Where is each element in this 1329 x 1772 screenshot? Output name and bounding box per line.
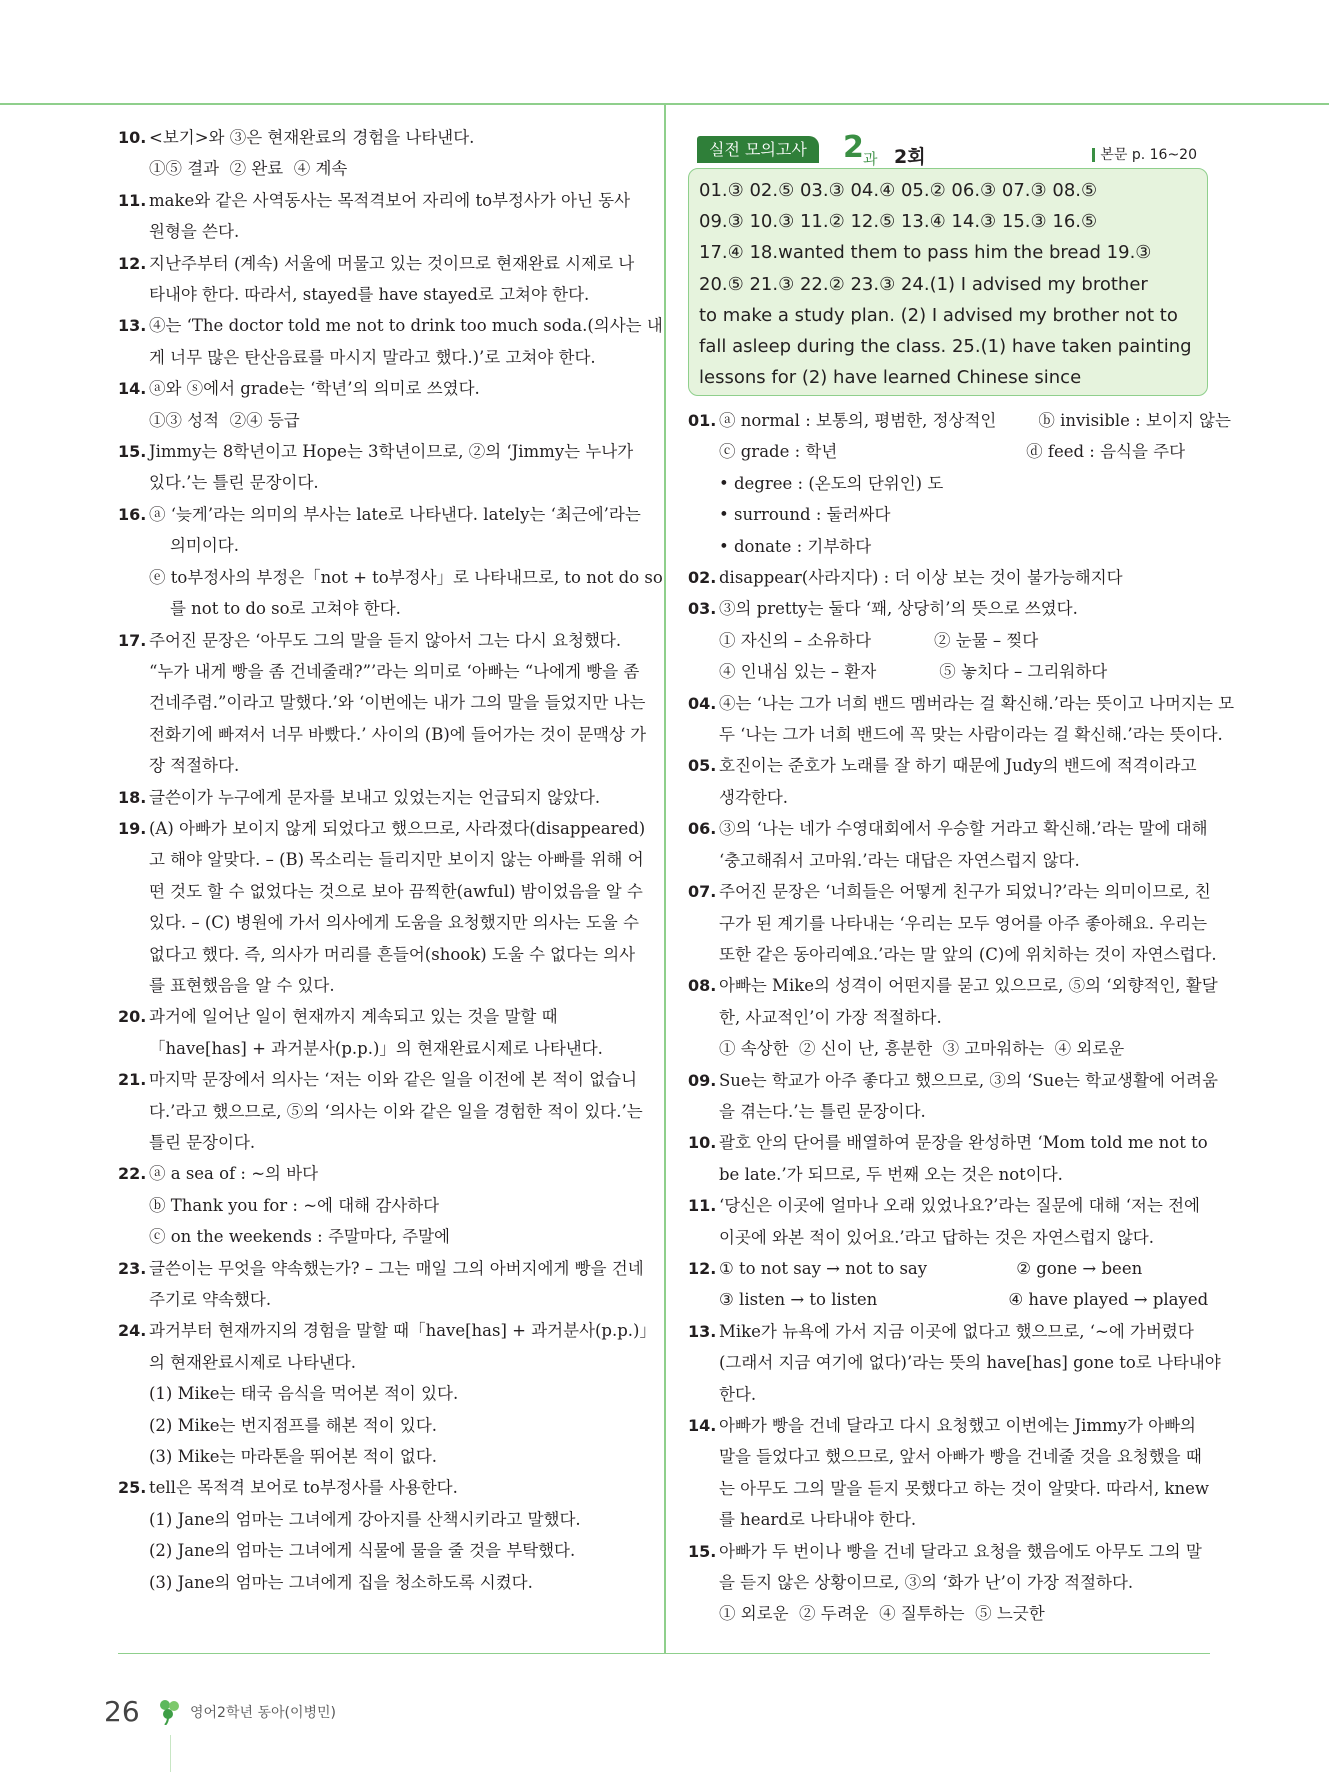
explanation-line: 마지막 문장에서 의사는 ‘저는 이와 같은 일을 이전에 본 적이 없습니 xyxy=(149,1070,638,1090)
question-number: 17. xyxy=(118,630,147,650)
explanation-line: (2) Mike는 번지점프를 해본 적이 있다. xyxy=(149,1415,438,1435)
explanation-line: ③의 pretty는 둘다 ‘꽤, 상당히’의 뜻으로 쓰였다. xyxy=(719,599,1078,619)
explanation-line: 이곳에 와본 적이 있어요.’라고 답하는 것은 자연스럽지 않다. xyxy=(719,1227,1154,1247)
question-number: 06. xyxy=(688,819,717,839)
explanation-line: make와 같은 사역동사는 목적격보어 자리에 to부정사가 아닌 동사 xyxy=(149,190,631,210)
question-item xyxy=(118,1001,638,1064)
question-number: 22. xyxy=(118,1164,147,1184)
explanation-line: 고 해야 알맞다. – (B) 목소리는 들리지만 보이지 않는 아빠를 위해 어 xyxy=(149,850,644,870)
question-item xyxy=(688,1410,1212,1536)
explanation-line: 는 아무도 그의 말을 듣지 못했다고 하는 것이 알맞다. 따라서, knew xyxy=(719,1478,1209,1498)
question-item xyxy=(118,782,638,813)
clover-icon xyxy=(156,1697,182,1725)
answer-line: 17.④ 18.wanted them to pass him the bread 19.③ xyxy=(699,242,1152,264)
question-item xyxy=(688,1316,1221,1410)
exam-header xyxy=(697,130,1205,168)
explanation-line: 주어진 문장은 ‘너희들은 어떻게 친구가 되었니?’라는 의미이므로, 친 xyxy=(719,882,1211,902)
question-item xyxy=(118,1064,643,1158)
explanation-line: 를 heard로 나타내야 한다. xyxy=(719,1510,917,1530)
answer-key-box xyxy=(688,168,1208,396)
explanation-line: ⓐ normal : 보통의, 평범한, 정상적인 ⓑ invisible : 보이지 않는 xyxy=(719,411,1231,430)
explanation-line: 다.’라고 했으므로, ⑤의 ‘의사는 이와 같은 일을 경험한 적이 있다.’는 xyxy=(149,1101,643,1121)
round-label: 2회 xyxy=(894,146,926,168)
lesson-suffix: 과 xyxy=(863,150,878,168)
explanation-line: 또한 같은 동아리예요.’라는 말 앞의 (C)에 위치하는 것이 자연스럽다. xyxy=(719,944,1217,964)
question-number: 24. xyxy=(118,1321,147,1341)
explanation-line: ⓔ to부정사의 부정은「not + to부정사」로 나타내므로, to not do so xyxy=(149,567,663,587)
explanation-line: 떤 것도 할 수 없었다는 것으로 보아 끔찍한(awful) 밤이었음을 알 수 xyxy=(149,881,643,901)
explanation-line: ① 외로운 ② 두려운 ④ 질투하는 ⑤ 느긋한 xyxy=(719,1604,1045,1624)
question-number: 20. xyxy=(118,1007,147,1027)
question-item xyxy=(118,813,646,1001)
explanation-line: 한, 사교적인’이 가장 적절하다. xyxy=(719,1007,942,1027)
question-item xyxy=(688,593,1212,687)
explanation-line: 두 ‘나는 그가 너희 밴드에 꼭 맞는 사람이라는 걸 확신해.’라는 뜻이다. xyxy=(719,725,1223,745)
question-number: 14. xyxy=(688,1416,717,1435)
explanation-line: 있다. – (C) 병원에 가서 의사에게 도움을 요청했지만 의사는 도울 수 xyxy=(149,913,639,933)
explanation-line: 말을 들었다고 했으므로, 앞서 아빠가 빵을 건네줄 것을 요청했을 때 xyxy=(719,1447,1202,1467)
question-item xyxy=(118,436,638,499)
right-column xyxy=(688,405,1235,1630)
explanation-line: ④는 ‘The doctor told me not to drink too much soda.(의사는 내 xyxy=(149,316,663,336)
question-item xyxy=(688,813,1212,876)
grade-number: 2 xyxy=(843,130,864,165)
question-number: 15. xyxy=(688,1541,717,1561)
explanation-line: disappear(사라지다) : 더 이상 보는 것이 불가능해지다 xyxy=(719,568,1123,588)
question-item xyxy=(688,970,1218,1064)
explanation-line: ①⑤ 결과 ② 완료 ④ 계속 xyxy=(149,159,348,179)
explanation-line: ‘충고해줘서 고마워.’라는 대답은 자연스럽지 않다. xyxy=(719,850,1080,870)
explanation-line: 주어진 문장은 ‘아무도 그의 말을 듣지 않아서 그는 다시 요청했다. xyxy=(149,630,622,650)
book-title: 영어2학년 동아(이병민) xyxy=(190,1705,336,1721)
page-number: 26 xyxy=(104,1695,140,1728)
question-item xyxy=(688,1065,1218,1128)
question-number: 04. xyxy=(688,693,717,713)
question-number: 07. xyxy=(688,882,717,902)
explanation-line: (1) Mike는 태국 음식을 먹어본 적이 있다. xyxy=(149,1384,459,1404)
answer-line: to make a study plan. (2) I advised my brother not to xyxy=(699,304,1178,326)
left-column xyxy=(118,122,663,1598)
question-number: 02. xyxy=(688,568,717,588)
question-number: 21. xyxy=(118,1070,147,1090)
question-item xyxy=(118,1315,656,1472)
explanation-line: • donate : 기부하다 xyxy=(719,536,872,556)
explanation-line: (A) 아빠가 보이지 않게 되었다고 했으므로, 사라졌다(disappeared) xyxy=(149,818,646,838)
explanation-line: 아빠는 Mike의 성격이 어떤지를 묻고 있으므로, ⑤의 ‘외향적인, 활달 xyxy=(719,976,1218,996)
explanation-line: ⓐ a sea of : ~의 바다 xyxy=(149,1164,319,1184)
question-item xyxy=(688,688,1235,751)
explanation-line: ⓒ grade : 학년 ⓓ feed : 음식을 주다 xyxy=(719,442,1186,462)
explanation-line: 호진이는 준호가 노래를 잘 하기 때문에 Judy의 밴드에 적격이라고 xyxy=(719,756,1197,776)
question-number: 08. xyxy=(688,976,717,996)
explanation-line: ⓐ ‘늦게’라는 의미의 부사는 late로 나타낸다. lately는 ‘최근에’라는 xyxy=(149,504,641,524)
question-number: 13. xyxy=(118,316,147,336)
explanation-line: Mike가 뉴욕에 가서 지금 이곳에 없다고 했으므로, ‘~에 가버렸다 xyxy=(719,1321,1194,1341)
explanation-line: (3) Jane의 엄마는 그녀에게 집을 청소하도록 시켰다. xyxy=(149,1572,533,1592)
explanation-line: 의 현재완료시제로 나타낸다. xyxy=(149,1352,357,1372)
explanation-line: 한다. xyxy=(719,1384,757,1404)
question-number: 16. xyxy=(118,504,147,524)
question-item xyxy=(118,625,647,782)
answer-line: 01.③ 02.⑤ 03.③ 04.④ 05.② 06.③ 07.③ 08.⑤ xyxy=(699,180,1098,201)
explanation-line: 과거에 일어난 일이 현재까지 계속되고 있는 것을 말할 때 xyxy=(149,1007,558,1027)
answer-line: 20.⑤ 21.③ 22.② 23.③ 24.(1) I advised my brother xyxy=(699,273,1148,295)
explanation-line: ⓑ Thank you for : ~에 대해 감사하다 xyxy=(149,1195,440,1215)
explanation-line: <보기>와 ③은 현재완료의 경험을 나타낸다. xyxy=(149,128,475,147)
explanation-line: 틀린 문장이다. xyxy=(149,1133,256,1152)
explanation-line: “누가 내게 빵을 좀 건네줄래?”’라는 의미로 ‘아빠는 “나에게 빵을 좀 xyxy=(149,661,640,681)
explanation-line: 아빠가 빵을 건네 달라고 다시 요청했고 이번에는 Jimmy가 아빠의 xyxy=(719,1416,1196,1435)
question-number: 09. xyxy=(688,1070,717,1090)
explanation-line: 있다.’는 틀린 문장이다. xyxy=(149,473,319,493)
question-number: 11. xyxy=(118,190,147,210)
explanation-line: 생각한다. xyxy=(719,787,789,807)
explanation-line: 건네주렴.”이라고 말했다.’와 ‘이번에는 내가 그의 말을 들었지만 나는 xyxy=(149,693,646,713)
explanation-line: 의미이다. xyxy=(149,536,239,556)
column-divider xyxy=(664,104,666,1654)
question-number: 23. xyxy=(118,1258,147,1278)
question-number: 18. xyxy=(118,787,147,807)
explanation-line: 괄호 안의 단어를 배열하여 문장을 완성하면 ‘Mom told me not to xyxy=(719,1133,1208,1153)
explanation-line: ③의 ‘나는 네가 수영대회에서 우승할 거라고 확신해.’라는 말에 대해 xyxy=(719,819,1208,839)
question-item xyxy=(688,1127,1212,1190)
question-number: 11. xyxy=(688,1196,717,1216)
explanation-line: • surround : 둘러싸다 xyxy=(719,505,891,525)
page-reference: 본문 p. 16~20 xyxy=(1092,148,1197,162)
question-item xyxy=(118,1253,644,1316)
question-item xyxy=(688,1536,1212,1630)
question-item xyxy=(118,1472,638,1598)
exam-tag: 실전 모의고사 xyxy=(697,136,819,163)
question-number: 05. xyxy=(688,756,717,776)
question-number: 14. xyxy=(118,379,147,399)
explanation-line: 을 듣지 않은 상황이므로, ③의 ‘화가 난’이 가장 적절하다. xyxy=(719,1573,1134,1593)
explanation-line: • degree : (온도의 단위인) 도 xyxy=(719,473,944,493)
question-item xyxy=(118,122,638,185)
explanation-line: be late.’가 되므로, 두 번째 오는 것은 not이다. xyxy=(719,1164,1063,1184)
question-number: 19. xyxy=(118,818,147,838)
question-number: 10. xyxy=(118,128,147,147)
explanation-line: 를 not to do so로 고쳐야 한다. xyxy=(149,599,401,619)
question-number: 13. xyxy=(688,1321,717,1341)
bottom-rule xyxy=(118,1653,1210,1654)
explanation-line: 아빠가 두 번이나 빵을 건네 달라고 요청을 했음에도 아무도 그의 말 xyxy=(719,1541,1202,1561)
explanation-line: (1) Jane의 엄마는 그녀에게 강아지를 산책시키라고 말했다. xyxy=(149,1509,581,1529)
explanation-line: ③ listen → to listen ④ have played → played xyxy=(719,1290,1209,1310)
explanation-line: 글쓴이가 누구에게 문자를 보내고 있었는지는 언급되지 않았다. xyxy=(149,787,601,807)
explanation-line: 주기로 약속했다. xyxy=(149,1290,272,1310)
answer-line: 09.③ 10.③ 11.② 12.⑤ 13.④ 14.③ 15.③ 16.⑤ xyxy=(699,211,1098,233)
explanation-line: (그래서 지금 여기에 없다)’라는 뜻의 have[has] gone to로 나타내야 xyxy=(719,1353,1221,1373)
question-item xyxy=(688,405,1231,562)
question-item xyxy=(118,185,638,248)
explanation-line: 타내야 한다. 따라서, stayed를 have stayed로 고쳐야 한다. xyxy=(149,285,590,305)
explanation-line: Jimmy는 8학년이고 Hope는 3학년이므로, ②의 ‘Jimmy는 누나가 xyxy=(149,442,634,462)
question-number: 25. xyxy=(118,1478,147,1498)
question-item xyxy=(688,1253,1212,1316)
question-number: 12. xyxy=(688,1258,717,1278)
question-item xyxy=(688,750,1212,813)
question-item xyxy=(688,1190,1212,1253)
explanation-line: tell은 목적격 보어로 to부정사를 사용한다. xyxy=(149,1478,458,1498)
question-item xyxy=(118,373,638,436)
question-item xyxy=(118,310,663,373)
question-item xyxy=(688,876,1217,970)
explanation-line: 게 너무 많은 탄산음료를 마시지 말라고 했다.)’로 고쳐야 한다. xyxy=(149,347,596,367)
explanation-line: 장 적절하다. xyxy=(149,756,240,776)
explanation-line: 「have[has] + 과거분사(p.p.)」의 현재완료시제로 나타낸다. xyxy=(149,1038,603,1058)
explanation-line: ⓐ와 ⓢ에서 grade는 ‘학년’의 의미로 쓰였다. xyxy=(149,379,480,399)
explanation-line: 전화기에 빠져서 너무 바빴다.’ 사이의 (B)에 들어가는 것이 문맥상 가 xyxy=(149,724,647,744)
question-item xyxy=(118,248,638,311)
explanation-line: ‘당신은 이곳에 얼마나 오래 있었나요?’라는 질문에 대해 ‘저는 전에 xyxy=(719,1196,1200,1216)
explanation-line: ① 자신의 – 소유하다 ② 눈물 – 찢다 xyxy=(719,630,1039,650)
explanation-line: ①③ 성적 ②④ 등급 xyxy=(149,410,300,430)
explanation-line: ④는 ‘나는 그가 너희 밴드 멤버라는 걸 확신해.’라는 뜻이고 나머지는 모 xyxy=(719,693,1235,713)
question-item xyxy=(688,562,1212,593)
question-number: 03. xyxy=(688,599,717,619)
explanation-line: 을 겪는다.’는 틀린 문장이다. xyxy=(719,1101,926,1121)
explanation-line: Sue는 학교가 아주 좋다고 했으므로, ③의 ‘Sue는 학교생활에 어려움 xyxy=(719,1070,1218,1090)
explanation-line: ① 속상한 ② 신이 난, 흥분한 ③ 고마워하는 ④ 외로운 xyxy=(719,1039,1125,1059)
explanation-line: 지난주부터 (계속) 서울에 머물고 있는 것이므로 현재완료 시제로 나 xyxy=(149,253,635,273)
question-number: 10. xyxy=(688,1133,717,1153)
explanation-line: ④ 인내심 있는 – 환자 ⑤ 놓치다 – 그리워하다 xyxy=(719,662,1108,682)
explanation-line: 없다고 했다. 즉, 의사가 머리를 흔들어(shook) 도울 수 없다는 의사 xyxy=(149,944,636,964)
explanation-line: 구가 된 계기를 나타내는 ‘우리는 모두 영어를 아주 좋아해요. 우리는 xyxy=(719,913,1208,933)
footer-tick xyxy=(170,1735,171,1772)
question-number: 01. xyxy=(688,411,717,430)
answer-line: fall asleep during the class. 25.(1) have taken painting xyxy=(699,336,1192,358)
question-item xyxy=(118,1158,638,1252)
answer-line: lessons for (2) have learned Chinese since xyxy=(699,367,1082,389)
explanation-line: (2) Jane의 엄마는 그녀에게 식물에 물을 줄 것을 부탁했다. xyxy=(149,1541,576,1561)
explanation-line: (3) Mike는 마라톤을 뛰어본 적이 없다. xyxy=(149,1447,438,1467)
explanation-line: 과거부터 현재까지의 경험을 말할 때「have[has] + 과거분사(p.p.)」 xyxy=(149,1321,656,1341)
question-number: 12. xyxy=(118,253,147,273)
question-item xyxy=(118,499,663,625)
explanation-line: ⓒ on the weekends : 주말마다, 주말에 xyxy=(149,1227,451,1247)
explanation-line: 를 표현했음을 알 수 있다. xyxy=(149,975,335,995)
explanation-line: 원형을 쓴다. xyxy=(149,222,240,242)
explanation-line: 글쓴이는 무엇을 약속했는가? – 그는 매일 그의 아버지에게 빵을 건네 xyxy=(149,1258,644,1278)
question-number: 15. xyxy=(118,442,147,462)
explanation-line: ① to not say → not to say ② gone → been xyxy=(719,1258,1143,1278)
